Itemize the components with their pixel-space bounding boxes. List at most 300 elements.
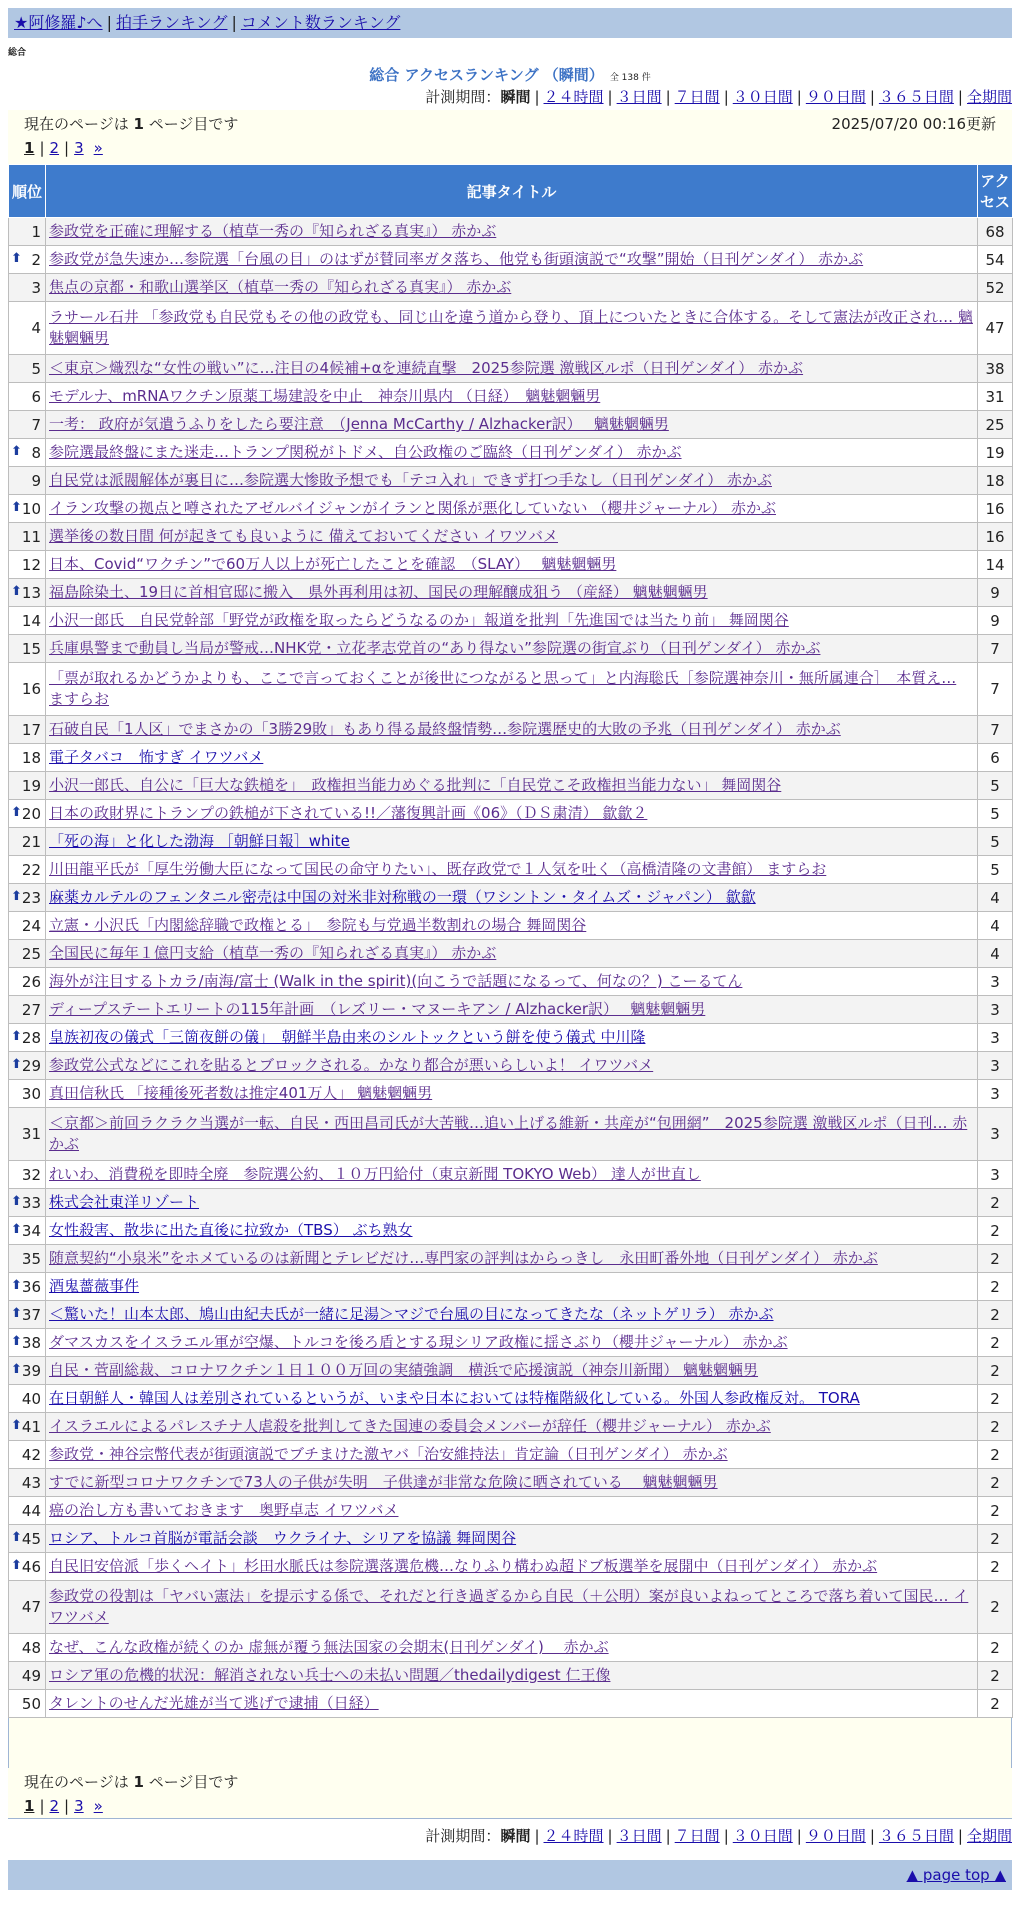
- access-count: 3: [978, 968, 1013, 996]
- table-row: [9, 856, 1013, 884]
- title-cell: [46, 1329, 978, 1357]
- rank-cell: [9, 1161, 46, 1189]
- rank-number: 7: [31, 415, 41, 434]
- table-row: [9, 1469, 1013, 1497]
- title-cell: [46, 1581, 978, 1634]
- article-title-link[interactable]: 参政党を正確に理解する（植草一秀の『知られざる真実』） 赤かぶ: [49, 222, 497, 240]
- header-title: 記事タイトル: [46, 165, 978, 218]
- access-count: 9: [978, 607, 1013, 635]
- period-separator: |: [607, 88, 613, 106]
- up-arrow-icon: ⬆: [11, 1557, 22, 1573]
- title-cell: [46, 1052, 978, 1080]
- rank-cell: [9, 800, 46, 828]
- period-separator: |: [796, 1827, 802, 1845]
- table-row: [9, 1329, 1013, 1357]
- period-option-link[interactable]: ３日間: [616, 88, 662, 106]
- article-title-link[interactable]: 石破自民「1人区」でまさかの「3勝29敗」もあり得る最終盤情勢…参院選歴史的大敗の予兆（日刊ゲンダイ） 赤かぶ: [49, 720, 841, 738]
- period-separator: |: [723, 88, 729, 106]
- table-row: [9, 579, 1013, 607]
- table-row: [9, 940, 1013, 968]
- period-option-link[interactable]: ３０日間: [732, 88, 793, 106]
- table-row: [9, 495, 1013, 523]
- access-count: 3: [978, 1108, 1013, 1161]
- rank-cell: [9, 439, 46, 467]
- rank-cell: [9, 383, 46, 411]
- access-count: 2: [978, 1385, 1013, 1413]
- access-count: 19: [978, 439, 1013, 467]
- ranking-table: [8, 164, 1013, 1718]
- access-count: 16: [978, 495, 1013, 523]
- title-cell: [46, 1553, 978, 1581]
- article-title-link[interactable]: 小沢一郎氏、自公に「巨大な鉄槌を」 政権担当能力めぐる批判に「自民党こそ政権担当能力ない」 舞岡関谷: [49, 776, 782, 794]
- rank-number: 27: [21, 1000, 41, 1019]
- title-cell: [46, 1441, 978, 1469]
- page-link-2[interactable]: 2: [49, 139, 60, 157]
- access-count: 3: [978, 1080, 1013, 1108]
- access-count: 2: [978, 1413, 1013, 1441]
- home-link[interactable]: ★阿修羅♪へ: [14, 13, 103, 32]
- title-cell: [46, 579, 978, 607]
- title-cell: [46, 1245, 978, 1273]
- period-selector-top: [425, 87, 1012, 107]
- article-title-link[interactable]: 電子タバコ 怖すぎ イワツバメ: [49, 748, 264, 766]
- rank-cell: [9, 355, 46, 383]
- up-arrow-icon: ⬆: [11, 1417, 22, 1433]
- article-title-link[interactable]: ダマスカスをイスラエル軍が空爆、トルコを後ろ盾とする現シリア政権に揺さぶり（櫻井ジャーナル） 赤かぶ: [49, 1333, 788, 1351]
- article-title-link[interactable]: 「票が取れるかどうかよりも、ここで言っておくことが後世につながると思って」と内海聡氏［参院選神奈川・無所属連合］ 本質え… ますらお: [49, 669, 957, 708]
- period-option-link[interactable]: ７日間: [674, 1827, 720, 1845]
- period-separator: |: [534, 88, 540, 106]
- rank-cell: [9, 1245, 46, 1273]
- rank-number: 46: [21, 1557, 41, 1576]
- title-cell: [46, 1525, 978, 1553]
- rank-cell: [9, 1024, 46, 1052]
- page-status-suffix: ページ目です: [148, 1773, 239, 1791]
- up-arrow-icon: ⬆: [11, 1277, 22, 1293]
- access-count: 38: [978, 355, 1013, 383]
- table-row: [9, 439, 1013, 467]
- article-title-link[interactable]: ＜東京＞熾烈な“女性の戦い”に…注目の4候補+αを連続直撃 2025参院選 激戦区ルポ（日刊ゲンダイ） 赤かぶ: [49, 359, 804, 377]
- period-option-link[interactable]: ７日間: [674, 88, 720, 106]
- table-row: [9, 411, 1013, 439]
- page-link-3[interactable]: 3: [74, 139, 84, 157]
- article-title-link[interactable]: れいわ、消費税を即時全廃 参院選公約、１０万円給付（東京新聞 TOKYO Web） 達人が世直し: [49, 1165, 701, 1183]
- rank-number: 42: [21, 1445, 41, 1464]
- rank-cell: [9, 274, 46, 302]
- page-link-3[interactable]: 3: [74, 1797, 84, 1815]
- rank-cell: [9, 218, 46, 246]
- access-count: 2: [978, 1329, 1013, 1357]
- rank-cell: [9, 1052, 46, 1080]
- table-row: [9, 246, 1013, 274]
- period-option-link[interactable]: ２４時間: [543, 88, 604, 106]
- article-title-link[interactable]: 小沢一郎氏 自民党幹部「野党が政権を取ったらどうなるのか」報道を批判「先進国では当たり前」 舞岡関谷: [49, 611, 789, 629]
- title-cell: [46, 467, 978, 495]
- article-title-link[interactable]: ＜驚いた！山本太郎、鳩山由紀夫氏が一緒に足湯＞マジで台風の目になってきたな（ネットゲリラ） 赤かぶ: [49, 1305, 774, 1323]
- title-cell: [46, 912, 978, 940]
- access-count: 2: [978, 1634, 1013, 1662]
- article-title-link[interactable]: 酒鬼薔薇事件: [49, 1277, 140, 1295]
- rank-number: 28: [21, 1028, 41, 1047]
- table-row: [9, 1245, 1013, 1273]
- article-title-link[interactable]: 立憲・小沢氏「内閣総辞職で政権とる」 参院も与党過半数割れの場合 舞岡関谷: [49, 916, 587, 934]
- title-cell: [46, 246, 978, 274]
- page-status-row-bottom: [24, 1770, 996, 1794]
- article-title-link[interactable]: 参政党公式などにこれを貼るとブロックされる。かなり都合が悪いらしいよ！ イワツバメ: [49, 1056, 654, 1074]
- updated-timestamp: 2025/07/20 00:16更新: [831, 115, 996, 133]
- period-separator: |: [869, 88, 875, 106]
- article-title-link[interactable]: 参政党の役割は「ヤバい憲法」を提示する係で、それだと行き過ぎるから自民（＋公明）案が良いよねってところで落ち着いて国民… イワツバメ: [49, 1587, 969, 1626]
- access-count: 4: [978, 940, 1013, 968]
- article-title-link[interactable]: 株式会社東洋リゾート: [49, 1193, 200, 1211]
- rank-number: 4: [31, 319, 41, 337]
- access-count: 5: [978, 772, 1013, 800]
- rank-number: 31: [21, 1125, 41, 1143]
- title-cell: [46, 1301, 978, 1329]
- article-title-link[interactable]: 海外が注目するトカラ/南海/富士 (Walk in the spirit)(向こうで話題になるって、何なの？) こーるてん: [49, 972, 743, 990]
- access-count: 2: [978, 1525, 1013, 1553]
- table-row: [9, 912, 1013, 940]
- rank-number: 24: [21, 916, 41, 935]
- article-title-link[interactable]: 皇族初夜の儀式「三箇夜餅の儀」 朝鮮半島由来のシルトックという餅を使う儀式 中川隆: [49, 1028, 646, 1046]
- period-separator: |: [869, 1827, 875, 1845]
- page-next-link[interactable]: »: [93, 1797, 103, 1815]
- access-count: 2: [978, 1553, 1013, 1581]
- article-title-link[interactable]: 自民旧安倍派「歩くヘイト」杉田水脈氏は参院選落選危機…なりふり構わぬ超ドブ板選挙を展開中（日刊ゲンダイ） 赤かぶ: [49, 1557, 878, 1575]
- period-separator: |: [957, 1827, 963, 1845]
- article-title-link[interactable]: 随意契約“小泉米”をホメているのは新聞とテレビだけ…専門家の評判はからっきし 永田町番外地（日刊ゲンダイ） 赤かぶ: [49, 1249, 878, 1267]
- rank-number: 33: [21, 1193, 41, 1212]
- period-option-link[interactable]: 全期間: [966, 1827, 1012, 1845]
- table-row: [9, 274, 1013, 302]
- rank-cell: [9, 579, 46, 607]
- table-row: [9, 1357, 1013, 1385]
- rank-cell: [9, 1329, 46, 1357]
- rank-cell: [9, 1108, 46, 1161]
- rank-number: 6: [31, 387, 41, 406]
- article-title-link[interactable]: 真田信秋氏 「接種後死者数は推定401万人」 魑魅魍魎男: [49, 1084, 433, 1102]
- access-count: 5: [978, 856, 1013, 884]
- article-title-link[interactable]: 日本、Covid“ワクチン”で60万人以上が死亡したことを確認 （SLAY） 魑魅魍魎男: [49, 555, 617, 573]
- up-arrow-icon: ⬆: [11, 1028, 22, 1044]
- rank-cell: [9, 912, 46, 940]
- rank-number: 18: [21, 748, 41, 767]
- table-row: [9, 996, 1013, 1024]
- access-count: 31: [978, 383, 1013, 411]
- title-cell: [46, 274, 978, 302]
- rank-number: 25: [21, 944, 41, 963]
- period-option-link[interactable]: 全期間: [966, 88, 1012, 106]
- table-row: [9, 1273, 1013, 1301]
- rank-cell: [9, 1690, 46, 1718]
- article-title-link[interactable]: ラサール石井 「参政党も自民党もその他の政党も、同じ山を違う道から登り、頂上についたときに合体する。そして憲法が改正され… 魑魅魍魎男: [49, 308, 973, 347]
- title-cell: [46, 1273, 978, 1301]
- article-title-link[interactable]: ロシア、トルコ首脳が電話会談 ウクライナ、シリアを協議 舞岡関谷: [49, 1529, 517, 1547]
- title-cell: [46, 1108, 978, 1161]
- article-title-link[interactable]: 全国民に毎年１億円支給（植草一秀の『知られざる真実』） 赤かぶ: [49, 944, 497, 962]
- rank-cell: [9, 302, 46, 355]
- article-title-link[interactable]: ディープステートエリートの115年計画 （レズリー・マヌーキアン / Alzhacker訳） 魑魅魍魎男: [49, 1000, 706, 1018]
- access-count: 2: [978, 1301, 1013, 1329]
- rank-number: 36: [21, 1277, 41, 1296]
- access-count: 3: [978, 1161, 1013, 1189]
- table-header-row: [9, 165, 1013, 218]
- period-separator: |: [957, 88, 963, 106]
- period-option-link[interactable]: ３６５日間: [878, 88, 954, 106]
- page-links: [24, 136, 996, 160]
- page-status-prefix: 現在のページは: [24, 115, 129, 133]
- access-count: 18: [978, 467, 1013, 495]
- rank-cell: [9, 551, 46, 579]
- title-cell: [46, 663, 978, 716]
- rank-number: 12: [21, 555, 41, 574]
- rank-cell: [9, 772, 46, 800]
- article-title-link[interactable]: 自民党は派閥解体が裏目に…参院選大惨敗予想でも「テコ入れ」できず打つ手なし（日刊ゲンダイ） 赤かぶ: [49, 471, 772, 489]
- access-count: 54: [978, 246, 1013, 274]
- table-row: [9, 744, 1013, 772]
- rank-cell: [9, 1357, 46, 1385]
- table-row: [9, 1525, 1013, 1553]
- period-option-link[interactable]: ９０日間: [805, 88, 866, 106]
- article-title-link[interactable]: 福島除染土、19日に首相官邸に搬入 県外再利用は初、国民の理解醸成狙う （産経） 魑魅魍魎男: [49, 583, 708, 601]
- rank-number: 43: [21, 1473, 41, 1492]
- page-separator: |: [64, 139, 70, 157]
- rank-cell: [9, 1441, 46, 1469]
- article-title-link[interactable]: 一考： 政府が気遣うふりをしたら要注意 （Jenna McCarthy / Alzhacker訳） 魑魅魍魎男: [49, 415, 669, 433]
- rank-number: 21: [21, 832, 41, 851]
- rank-cell: [9, 523, 46, 551]
- title-cell: [46, 635, 978, 663]
- period-option-link[interactable]: ２４時間: [543, 1827, 604, 1845]
- access-count: 14: [978, 551, 1013, 579]
- period-option-link[interactable]: ３日間: [616, 1827, 662, 1845]
- article-title-link[interactable]: 兵庫県警まで動員し当局が警戒…NHK党・立花孝志党首の“あり得ない”参院選の街宣ぶり（日刊ゲンダイ） 赤かぶ: [49, 639, 821, 657]
- title-cell: [46, 772, 978, 800]
- article-title-link[interactable]: 参院選最終盤にまた迷走…トランプ関税がトドメ、自公政権のご臨終（日刊ゲンダイ） 赤かぶ: [49, 443, 682, 461]
- access-count: 3: [978, 996, 1013, 1024]
- rank-number: 13: [21, 583, 41, 602]
- rank-cell: [9, 828, 46, 856]
- access-count: 5: [978, 800, 1013, 828]
- page-links-bottom: [24, 1794, 996, 1818]
- access-count: 9: [978, 579, 1013, 607]
- access-count: 68: [978, 218, 1013, 246]
- table-row: [9, 1301, 1013, 1329]
- article-title-link[interactable]: 在日朝鮮人・韓国人は差別されているというが、いまや日本においては特権階級化している。外国人参政権反対。 TORA: [49, 1389, 860, 1407]
- article-title-link[interactable]: モデルナ、mRNAワクチン原薬工場建設を中止 神奈川県内 （日経） 魑魅魍魎男: [49, 387, 601, 405]
- comment-ranking-link[interactable]: コメント数ランキング: [240, 13, 401, 32]
- rank-cell: [9, 1553, 46, 1581]
- rank-cell: [9, 1413, 46, 1441]
- period-label: 計測期間：: [425, 1827, 501, 1845]
- rank-number: 23: [21, 888, 41, 907]
- title-cell: [46, 1662, 978, 1690]
- article-title-link[interactable]: 癌の治し方も書いておきます 奥野卓志 イワツバメ: [49, 1501, 399, 1519]
- rank-number: 48: [21, 1638, 41, 1657]
- rank-cell: [9, 1634, 46, 1662]
- article-title-link[interactable]: なぜ、こんな政権が続くのか 虚無が覆う無法国家の会期末(日刊ゲンダイ) 赤かぶ: [49, 1638, 609, 1656]
- title-cell: [46, 828, 978, 856]
- title-cell: [46, 1497, 978, 1525]
- rank-cell: [9, 968, 46, 996]
- title-cell: [46, 940, 978, 968]
- access-count: 2: [978, 1245, 1013, 1273]
- period-separator: |: [665, 88, 671, 106]
- article-title-link[interactable]: 参政党が急失速か…参院選「台風の目」のはずが賛同率ガタ落ち、他党も街頭演説で“攻撃”開始（日刊ゲンダイ） 赤かぶ: [49, 250, 864, 268]
- rank-number: 19: [21, 776, 41, 795]
- rank-cell: [9, 1662, 46, 1690]
- rank-number: 5: [31, 359, 41, 378]
- table-row: [9, 800, 1013, 828]
- table-row: [9, 607, 1013, 635]
- rank-number: 16: [21, 680, 41, 698]
- rank-number: 26: [21, 972, 41, 991]
- title-cell: [46, 1634, 978, 1662]
- title-cell: [46, 716, 978, 744]
- page-current[interactable]: 1: [24, 139, 35, 157]
- rank-number: 9: [31, 471, 41, 490]
- page-separator: |: [39, 1797, 45, 1815]
- article-title-link[interactable]: イスラエルによるパレスチナ人虐殺を批判してきた国連の委員会メンバーが辞任（櫻井ジャーナル） 赤かぶ: [49, 1417, 771, 1435]
- table-row: [9, 1217, 1013, 1245]
- up-arrow-icon: ⬆: [11, 250, 22, 266]
- article-title-link[interactable]: 選挙後の数日間 何が起きても良いように 備えておいてください イワツバメ: [49, 527, 559, 545]
- access-count: 2: [978, 1497, 1013, 1525]
- title-cell: [46, 968, 978, 996]
- access-count: 4: [978, 884, 1013, 912]
- article-title-link[interactable]: ロシア軍の危機的状況：解消されない兵士への未払い問題／thedailydigest 仁王像: [49, 1666, 611, 1684]
- page-status-number: 1: [133, 1773, 144, 1791]
- table-row: [9, 302, 1013, 355]
- article-title-link[interactable]: タレントのせんだ光雄が当て逃げで逮捕（日経）: [49, 1694, 379, 1712]
- page-top-link[interactable]: ▲ page top ▲: [906, 1866, 1006, 1884]
- table-row: [9, 218, 1013, 246]
- rank-number: 15: [21, 639, 41, 658]
- table-row: [9, 772, 1013, 800]
- rank-cell: [9, 1581, 46, 1634]
- access-count: 2: [978, 1189, 1013, 1217]
- rank-number: 41: [21, 1417, 41, 1436]
- rank-cell: [9, 996, 46, 1024]
- pager-top: [8, 110, 1012, 165]
- header-access: アクセス: [978, 165, 1013, 218]
- article-title-link[interactable]: 自民・菅副総裁、コロナワクチン１日１００万回の実績強調 横浜で応援演説（神奈川新聞） 魑魅魍魎男: [49, 1361, 759, 1379]
- rank-number: 47: [21, 1598, 41, 1616]
- access-count: 2: [978, 1441, 1013, 1469]
- title-cell: [46, 1385, 978, 1413]
- rank-cell: [9, 635, 46, 663]
- article-title-link[interactable]: 焦点の京都・和歌山選挙区（植草一秀の『知られざる真実』） 赤かぶ: [49, 278, 512, 296]
- rank-number: 45: [21, 1529, 41, 1548]
- article-title-link[interactable]: 「死の海」と化した渤海 ［朝鮮日報］white: [49, 832, 350, 850]
- applause-ranking-link[interactable]: 拍手ランキング: [115, 13, 228, 32]
- table-row: [9, 467, 1013, 495]
- up-arrow-icon: ⬆: [11, 888, 22, 904]
- page-next-link[interactable]: »: [93, 139, 103, 157]
- access-count: 52: [978, 274, 1013, 302]
- rank-cell: [9, 1189, 46, 1217]
- rank-number: 44: [21, 1501, 41, 1520]
- title-cell: [46, 607, 978, 635]
- title-cell: [46, 1161, 978, 1189]
- access-count: 2: [978, 1357, 1013, 1385]
- table-row: [9, 1024, 1013, 1052]
- title-cell: [46, 218, 978, 246]
- rank-number: 11: [21, 527, 41, 546]
- article-title-link[interactable]: 女性殺害、散歩に出た直後に拉致か（TBS） ぶち熟女: [49, 1221, 413, 1239]
- period-separator: |: [665, 1827, 671, 1845]
- table-row: [9, 1441, 1013, 1469]
- table-row: [9, 355, 1013, 383]
- article-title-link[interactable]: 麻薬カルテルのフェンタニル密売は中国の対米非対称戦の一環（ワシントン・タイムズ・ジャパン） 歙歙: [49, 888, 756, 906]
- article-title-link[interactable]: 川田龍平氏が「厚生労働大臣になって国民の命守りたい」、既存政党で１人気を吐く（高橋清隆の文書館） ますらお: [49, 860, 827, 878]
- rank-cell: [9, 1080, 46, 1108]
- article-title-link[interactable]: ＜京都＞前回ラクラク当選が一転、自民・西田昌司氏が大苦戦…追い上げる維新・共産が“包囲網” 2025参院選 激戦区ルポ（日刊… 赤かぶ: [49, 1114, 968, 1153]
- table-row: [9, 968, 1013, 996]
- table-row: [9, 1080, 1013, 1108]
- article-title-link[interactable]: すでに新型コロナワクチンで73人の子供が失明 子供達が非常な危険に晒されている 魑魅魍魎男: [49, 1473, 718, 1491]
- rank-number: 34: [21, 1221, 41, 1240]
- title-cell: [46, 1469, 978, 1497]
- title-cell: [46, 744, 978, 772]
- access-count: 4: [978, 912, 1013, 940]
- page-link-2[interactable]: 2: [49, 1797, 60, 1815]
- title-cell: [46, 495, 978, 523]
- period-separator: |: [796, 88, 802, 106]
- nav-separator: |: [231, 13, 237, 32]
- article-title-link[interactable]: 日本の政財界にトランプの鉄槌が下されている!!／藩復興計画《06》（ＤＳ粛清） 歙歙２: [49, 804, 648, 822]
- period-option-link[interactable]: ３６５日間: [878, 1827, 954, 1845]
- page-current[interactable]: 1: [24, 1797, 35, 1815]
- access-count: 3: [978, 1052, 1013, 1080]
- table-row: [9, 884, 1013, 912]
- period-selector-bottom: [425, 1826, 1012, 1846]
- table-row: [9, 663, 1013, 716]
- article-title-link[interactable]: イラン攻撃の拠点と噂されたアゼルバイジャンがイランと関係が悪化していない （櫻井ジャーナル） 赤かぶ: [49, 499, 776, 517]
- title-cell: [46, 996, 978, 1024]
- rank-number: 22: [21, 860, 41, 879]
- table-row: [9, 1497, 1013, 1525]
- access-count: 3: [978, 1024, 1013, 1052]
- top-nav-bar: [8, 8, 1012, 38]
- period-label: 計測期間：: [425, 88, 501, 106]
- title-cell: [46, 884, 978, 912]
- rank-number: 40: [21, 1389, 41, 1408]
- rank-cell: [9, 1469, 46, 1497]
- rank-cell: [9, 467, 46, 495]
- rank-number: 29: [21, 1056, 41, 1075]
- title-cell: [46, 1024, 978, 1052]
- period-separator: |: [723, 1827, 729, 1845]
- up-arrow-icon: ⬆: [11, 804, 22, 820]
- period-option-link[interactable]: ９０日間: [805, 1827, 866, 1845]
- title-cell: [46, 1080, 978, 1108]
- article-title-link[interactable]: 参政党・神谷宗幣代表が街頭演説でブチまけた激ヤバ「治安維持法」肯定論（日刊ゲンダイ） 赤かぶ: [49, 1445, 728, 1463]
- title-cell: [46, 551, 978, 579]
- access-count: 2: [978, 1273, 1013, 1301]
- rank-number: 3: [31, 278, 41, 297]
- rank-number: 14: [21, 611, 41, 630]
- title-cell: [46, 383, 978, 411]
- period-option-link[interactable]: ３０日間: [732, 1827, 793, 1845]
- rank-cell: [9, 716, 46, 744]
- table-row: [9, 635, 1013, 663]
- pager-bottom: [8, 1768, 1012, 1818]
- rank-cell: [9, 495, 46, 523]
- rank-number: 38: [21, 1333, 41, 1352]
- rank-cell: [9, 940, 46, 968]
- page-status-number: 1: [133, 115, 144, 133]
